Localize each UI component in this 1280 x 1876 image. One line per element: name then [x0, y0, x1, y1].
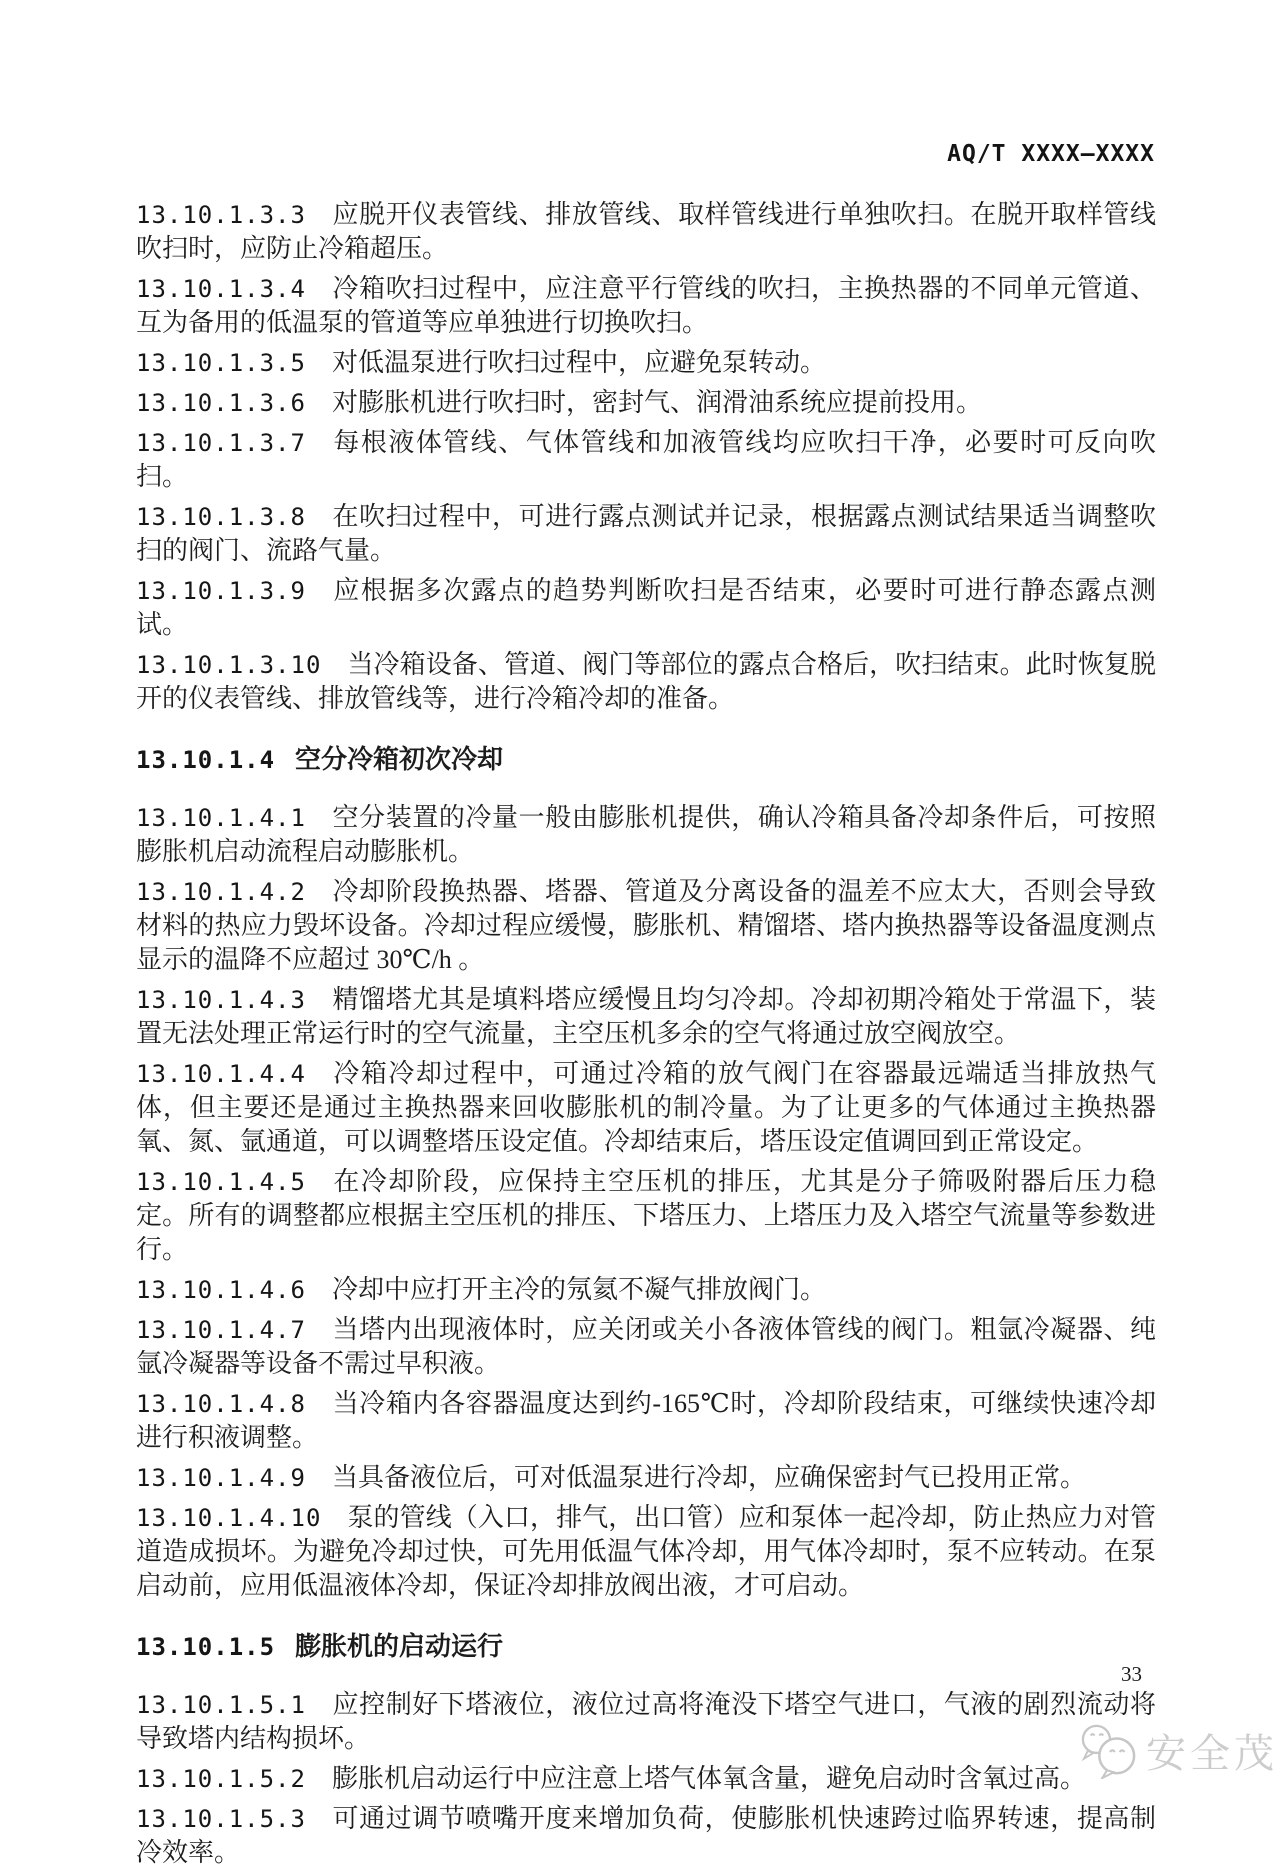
clause-number: 13.10.1.3.5: [136, 349, 306, 377]
clause-number: 13.10.1.3.4: [136, 275, 306, 303]
clause-text: 每根液体管线、气体管线和加液管线均应吹扫干净，必要时可反向吹扫。: [136, 428, 1156, 491]
clause-text: 精馏塔尤其是填料塔应缓慢且均匀冷却。冷却初期冷箱处于常温下，装置无法处理正常运行时的空气流量，主空压机多余的空气将通过放空阀放空。: [136, 985, 1156, 1048]
watermark-brand: 安全茂: [1146, 1732, 1278, 1776]
clause-paragraph: [136, 1501, 1156, 1603]
clause-text: 对低温泵进行吹扫过程中，应避免泵转动。: [331, 348, 826, 377]
clause-number: 13.10.1.4.9: [136, 1464, 306, 1492]
clause-paragraph: [136, 1165, 1156, 1267]
clause-number: 13.10.1.4.4: [136, 1060, 306, 1088]
clause-paragraph: [136, 1688, 1156, 1756]
clause-paragraph: [136, 983, 1156, 1051]
clause-number: 13.10.1.4.6: [136, 1276, 306, 1304]
clause-number: 13.10.1.5.2: [136, 1765, 306, 1793]
clause-text: 应根据多次露点的趋势判断吹扫是否结束，必要时可进行静态露点测试。: [136, 576, 1156, 639]
clause-text: 空分装置的冷量一般由膨胀机提供，确认冷箱具备冷却条件后，可按照膨胀机启动流程启动膨胀机。: [136, 803, 1156, 866]
clause-text: 膨胀机启动运行中应注意上塔气体氧含量，避免启动时含氧过高。: [331, 1764, 1086, 1793]
clause-paragraph: [136, 346, 1156, 380]
page-number: 33: [1121, 1662, 1142, 1686]
clause-paragraph: [136, 1762, 1156, 1796]
clause-paragraph: [136, 1802, 1156, 1870]
clause-text: 在冷却阶段，应保持主空压机的排压，尤其是分子筛吸附器后压力稳定。所有的调整都应根据主空压机的排压、下塔压力、上塔压力及入塔空气流量等参数进行。: [136, 1167, 1156, 1264]
clause-number: 13.10.1.4.10: [136, 1504, 322, 1532]
clause-paragraph: [136, 198, 1156, 266]
clause-text: 应脱开仪表管线、排放管线、取样管线进行单独吹扫。在脱开取样管线吹扫时，应防止冷箱超压。: [136, 200, 1156, 263]
clause-text: 当塔内出现液体时，应关闭或关小各液体管线的阀门。粗氩冷凝器、纯氩冷凝器等设备不需过早积液。: [136, 1315, 1156, 1378]
section-heading: [136, 742, 1156, 777]
standard-code: AQ/T XXXX—XXXX: [947, 141, 1155, 167]
clause-paragraph: [136, 1313, 1156, 1381]
watermark: [1078, 1722, 1278, 1779]
clause-text: 泵的管线（入口，排气，出口管）应和泵体一起冷却，防止热应力对管道造成损坏。为避免冷却过快，可先用低温气体冷却，用气体冷却时，泵不应转动。在泵启动前，应用低温液体冷却，保证冷却排放阀出液，才可启动。: [136, 1503, 1156, 1600]
clause-number: 13.10.1.3.3: [136, 201, 306, 229]
clause-number: 13.10.1.4.5: [136, 1168, 306, 1196]
clause-number: 13.10.1.5.1: [136, 1691, 306, 1719]
clause-paragraph: [136, 1387, 1156, 1455]
section-heading: [136, 1629, 1156, 1664]
clause-number: 13.10.1.3.9: [136, 577, 306, 605]
clause-paragraph: [136, 272, 1156, 340]
clause-number: 13.10.1.4.1: [136, 804, 306, 832]
clause-text: 在吹扫过程中，可进行露点测试并记录，根据露点测试结果适当调整吹扫的阀门、流路气量。: [136, 502, 1156, 565]
clause-text: 可通过调节喷嘴开度来增加负荷，使膨胀机快速跨过临界转速，提高制冷效率。: [136, 1804, 1156, 1867]
clause-number: 13.10.1.5.3: [136, 1805, 306, 1833]
clause-paragraph: [136, 1057, 1156, 1159]
clause-paragraph: [136, 875, 1156, 977]
clause-paragraph: [136, 801, 1156, 869]
clause-text: 当冷箱内各容器温度达到约-165℃时，冷却阶段结束，可继续快速冷却进行积液调整。: [136, 1389, 1156, 1452]
clause-text: 对膨胀机进行吹扫时，密封气、润滑油系统应提前投用。: [331, 388, 982, 417]
clause-paragraph: [136, 1461, 1156, 1495]
document-body: [136, 198, 1156, 1876]
clause-number: 13.10.1.3.7: [136, 429, 306, 457]
chat-bubbles-icon: [1078, 1723, 1140, 1779]
clause-number: 13.10.1.4.3: [136, 986, 306, 1014]
clause-number: 13.10.1.4.8: [136, 1390, 306, 1418]
clause-number: 13.10.1.4.2: [136, 878, 306, 906]
clause-text: 冷箱冷却过程中，可通过冷箱的放气阀门在容器最远端适当排放热气体，但主要还是通过主换热器来回收膨胀机的制冷量。为了让更多的气体通过主换热器氧、氮、氩通道，可以调整塔压设定值。冷却结束后，塔压设定值调回到正常设定。: [136, 1059, 1156, 1156]
clause-text: 冷箱吹扫过程中，应注意平行管线的吹扫，主换热器的不同单元管道、互为备用的低温泵的管道等应单独进行切换吹扫。: [136, 274, 1156, 337]
clause-paragraph: [136, 1273, 1156, 1307]
clause-text: 冷却阶段换热器、塔器、管道及分离设备的温差不应太大，否则会导致材料的热应力毁坏设备。冷却过程应缓慢，膨胀机、精馏塔、塔内换热器等设备温度测点显示的温降不应超过 30℃/h 。: [136, 877, 1156, 974]
clause-text: 应控制好下塔液位，液位过高将淹没下塔空气进口，气液的剧烈流动将导致塔内结构损坏。: [136, 1690, 1156, 1753]
clause-text: 膨胀机的启动运行: [295, 1631, 504, 1661]
clause-number: 13.10.1.3.10: [136, 651, 322, 679]
clause-number: 13.10.1.4.7: [136, 1316, 306, 1344]
clause-paragraph: [136, 500, 1156, 568]
clause-text: 冷却中应打开主冷的氖氦不凝气排放阀门。: [331, 1275, 826, 1304]
clause-number: 13.10.1.3.8: [136, 503, 306, 531]
clause-number: 13.10.1.5: [136, 1633, 276, 1661]
clause-text: 当冷箱设备、管道、阀门等部位的露点合格后，吹扫结束。此时恢复脱开的仪表管线、排放管线等，进行冷箱冷却的准备。: [136, 650, 1156, 713]
clause-text: 当具备液位后，可对低温泵进行冷却，应确保密封气已投用正常。: [331, 1463, 1086, 1492]
page-header: [0, 141, 1155, 167]
clause-text: 空分冷箱初次冷却: [295, 744, 504, 774]
clause-paragraph: [136, 426, 1156, 494]
clause-paragraph: [136, 386, 1156, 420]
clause-paragraph: [136, 574, 1156, 642]
clause-paragraph: [136, 648, 1156, 716]
clause-number: 13.10.1.4: [136, 746, 276, 774]
clause-number: 13.10.1.3.6: [136, 389, 306, 417]
